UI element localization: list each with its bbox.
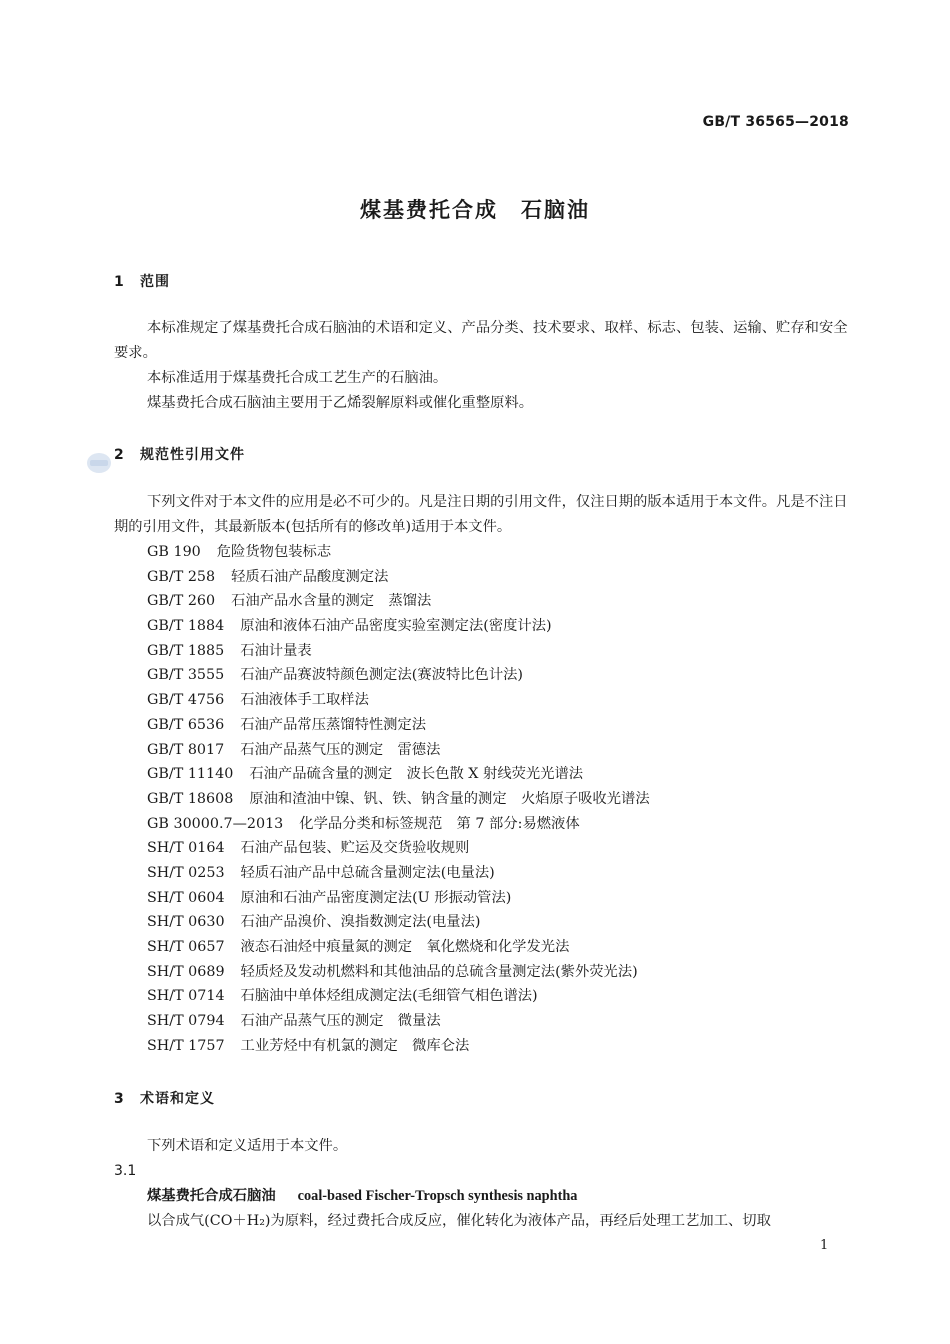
reference-code: GB/T 4756: [147, 692, 225, 709]
reference-code: GB/T 1885: [147, 642, 225, 659]
reference-code: SH/T 1757: [147, 1037, 225, 1054]
reference-item: [147, 836, 650, 861]
reference-code: GB 190: [147, 544, 201, 560]
reference-item: [147, 787, 650, 812]
reference-title: 原油和渣油中镍、钒、铁、钠含量的测定 火焰原子吸收光谱法: [249, 790, 650, 807]
reference-title: 轻质石油产品中总硫含量测定法(电量法): [240, 864, 495, 881]
reference-title: 工业芳烃中有机氯的测定 微库仑法: [240, 1037, 470, 1054]
reference-code: SH/T 0630: [147, 914, 225, 931]
reference-title: 石油产品蒸气压的测定 雷德法: [240, 741, 441, 758]
reference-item: [147, 762, 650, 787]
reference-code: GB/T 3555: [147, 667, 225, 684]
sac-watermark-icon: [86, 452, 112, 474]
standard-number: GB/T 36565—2018: [702, 114, 849, 130]
section-title: 术语和定义: [140, 1091, 215, 1107]
reference-title: 石脑油中单体烃组成测定法(毛细管气相色谱法): [240, 988, 538, 1005]
section-number: 1: [114, 274, 125, 290]
term-definition: 以合成气(CO＋H₂)为原料，经过费托合成反应，催化转化为液体产品，再经后处理工艺加工、切取: [147, 1213, 771, 1229]
section-2-heading: [114, 444, 245, 464]
reference-item: [147, 713, 650, 738]
section-1-heading: [114, 271, 170, 291]
reference-item: [147, 1009, 650, 1034]
reference-item: [147, 663, 650, 688]
reference-title: 石油计量表: [240, 642, 312, 659]
reference-code: GB/T 18608: [147, 790, 234, 807]
normative-references-list: [147, 540, 650, 1058]
reference-title: 石油产品常压蒸馏特性测定法: [240, 716, 427, 733]
reference-item: [147, 540, 650, 565]
scope-paragraph-1: 本标准规定了煤基费托合成石脑油的术语和定义、产品分类、技术要求、取样、标志、包装、运输、贮存和安全要求。: [114, 320, 848, 361]
document-title: 煤基费托合成 石脑油: [360, 198, 590, 222]
reference-code: GB 30000.7—2013: [147, 815, 284, 832]
reference-code: SH/T 0689: [147, 963, 225, 980]
reference-title: 石油产品水含量的测定 蒸馏法: [231, 593, 432, 610]
reference-item: [147, 738, 650, 763]
term-english: coal-based Fischer-Tropsch synthesis naphtha: [297, 1188, 578, 1204]
reference-title: 轻质石油产品酸度测定法: [231, 568, 389, 585]
reference-item: [147, 614, 650, 639]
reference-title: 石油产品溴价、溴指数测定法(电量法): [240, 914, 481, 931]
reference-item: [147, 886, 650, 911]
terms-intro: 下列术语和定义适用于本文件。: [147, 1138, 348, 1154]
reference-code: SH/T 0604: [147, 889, 225, 906]
term-entry: [147, 1185, 577, 1205]
reference-title: 化学品分类和标签规范 第 7 部分:易燃液体: [299, 815, 580, 832]
reference-item: [147, 984, 650, 1009]
section-number: 3: [114, 1091, 125, 1107]
reference-item: [147, 861, 650, 886]
reference-code: GB/T 258: [147, 568, 216, 585]
term-chinese: 煤基费托合成石脑油: [147, 1188, 276, 1204]
reference-item: [147, 1034, 650, 1059]
reference-item: [147, 812, 650, 837]
page-number: 1: [820, 1238, 829, 1253]
reference-item: [147, 565, 650, 590]
reference-title: 轻质烃及发动机燃料和其他油品的总硫含量测定法(紫外荧光法): [240, 963, 638, 980]
reference-code: SH/T 0164: [147, 840, 225, 857]
section-title: 范围: [140, 274, 170, 290]
reference-title: 原油和液体石油产品密度实验室测定法(密度计法): [240, 618, 552, 635]
references-intro: 下列文件对于本文件的应用是必不可少的。凡是注日期的引用文件，仅注日期的版本适用于本文件。凡是不注日期的引用文件，其最新版本(包括所有的修改单)适用于本文件。: [114, 494, 848, 535]
reference-code: GB/T 8017: [147, 741, 225, 758]
reference-item: [147, 935, 650, 960]
reference-code: GB/T 1884: [147, 618, 225, 635]
reference-title: 石油产品包装、贮运及交货验收规则: [240, 840, 470, 857]
reference-title: 原油和石油产品密度测定法(U 形振动管法): [240, 889, 512, 906]
reference-item: [147, 960, 650, 985]
reference-code: SH/T 0714: [147, 988, 225, 1005]
reference-code: GB/T 11140: [147, 766, 234, 783]
reference-title: 危险货物包装标志: [216, 544, 332, 560]
reference-code: GB/T 6536: [147, 716, 225, 733]
reference-title: 石油产品硫含量的测定 波长色散 X 射线荧光光谱法: [249, 766, 584, 783]
reference-code: SH/T 0253: [147, 864, 225, 881]
clause-number: 3.1: [114, 1163, 137, 1179]
reference-title: 液态石油烃中痕量氮的测定 氧化燃烧和化学发光法: [240, 939, 570, 955]
reference-item: [147, 910, 650, 935]
reference-title: 石油产品赛波特颜色测定法(赛波特比色计法): [240, 667, 524, 684]
reference-item: [147, 639, 650, 664]
reference-title: 石油产品蒸气压的测定 微量法: [240, 1013, 441, 1030]
scope-paragraph-2: 本标准适用于煤基费托合成工艺生产的石脑油。: [147, 370, 448, 386]
reference-item: [147, 688, 650, 713]
reference-code: SH/T 0657: [147, 939, 225, 955]
reference-title: 石油液体手工取样法: [240, 692, 369, 709]
reference-code: GB/T 260: [147, 593, 216, 610]
section-title: 规范性引用文件: [140, 447, 245, 463]
reference-code: SH/T 0794: [147, 1013, 225, 1030]
section-number: 2: [114, 447, 125, 463]
reference-item: [147, 589, 650, 614]
section-3-heading: [114, 1088, 215, 1108]
scope-paragraph-3: 煤基费托合成石脑油主要用于乙烯裂解原料或催化重整原料。: [147, 395, 534, 411]
